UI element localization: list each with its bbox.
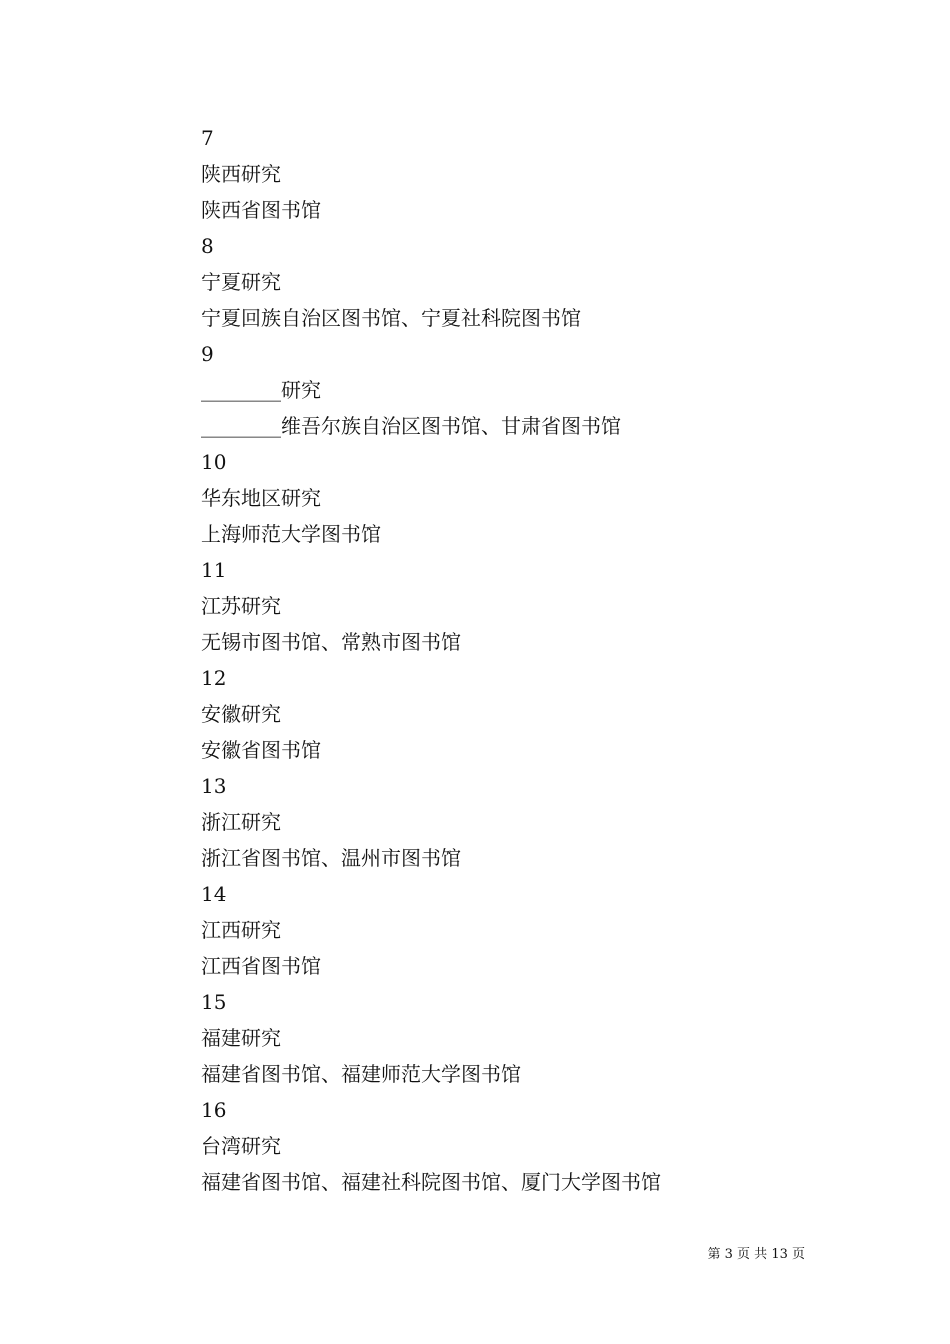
entry-number: 8: [201, 234, 214, 258]
library-list: 无锡市图书馆、常熟市图书馆: [201, 630, 461, 654]
library-list: 江西省图书馆: [201, 954, 321, 978]
entry-number: 7: [201, 126, 214, 150]
library-list: 上海师范大学图书馆: [201, 522, 381, 546]
document-body: [201, 120, 841, 1200]
research-topic: 华东地区研究: [201, 486, 321, 510]
research-topic: 台湾研究: [201, 1134, 281, 1158]
entry-number: 9: [201, 342, 214, 366]
research-topic: 江西研究: [201, 918, 281, 942]
entry-number: 14: [201, 882, 227, 906]
research-topic: 浙江研究: [201, 810, 281, 834]
library-list: 福建省图书馆、福建社科院图书馆、厦门大学图书馆: [201, 1170, 661, 1194]
library-list: 安徽省图书馆: [201, 738, 321, 762]
research-topic: 福建研究: [201, 1026, 281, 1050]
entry-number: 10: [201, 450, 227, 474]
entry-number: 13: [201, 774, 227, 798]
entry-number: 11: [201, 558, 227, 582]
research-topic: 安徽研究: [201, 702, 281, 726]
entry-number: 15: [201, 990, 227, 1014]
entry-number: 12: [201, 666, 227, 690]
entry-number: 16: [201, 1098, 227, 1122]
research-topic: 陕西研究: [201, 162, 281, 186]
library-list: ________维吾尔族自治区图书馆、甘肃省图书馆: [201, 414, 621, 438]
research-topic: 宁夏研究: [201, 270, 281, 294]
library-list: 宁夏回族自治区图书馆、宁夏社科院图书馆: [201, 306, 581, 330]
research-topic: ________研究: [201, 378, 321, 402]
library-list: 福建省图书馆、福建师范大学图书馆: [201, 1062, 521, 1086]
research-topic: 江苏研究: [201, 594, 281, 618]
page-number-footer: 第 3 页 共 13 页: [707, 1247, 805, 1262]
library-list: 浙江省图书馆、温州市图书馆: [201, 846, 461, 870]
library-list: 陕西省图书馆: [201, 198, 321, 222]
